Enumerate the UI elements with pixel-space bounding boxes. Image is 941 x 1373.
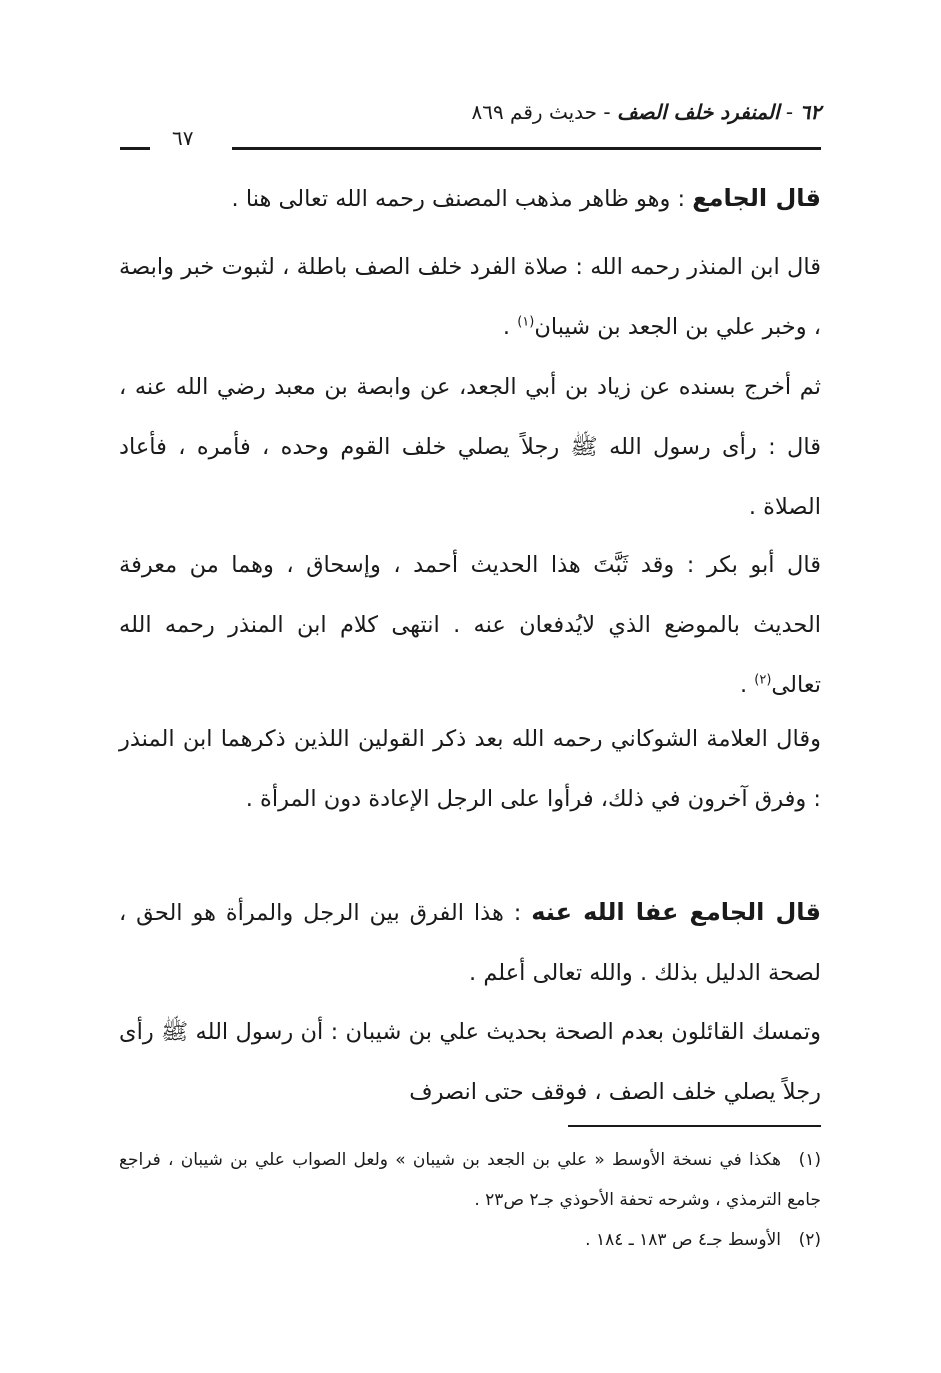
footnote-divider (568, 1125, 821, 1127)
footnote-ref[interactable]: (٢) (754, 672, 772, 688)
paragraph-lead: قال الجامع عفا الله عنه (531, 898, 822, 926)
paragraph-text: : هذا الفرق بين الرجل والمرأة هو الحق ، لصحة الدليل بذلك . والله تعالى أعلم . (119, 900, 821, 986)
paragraph-tail: . (739, 672, 755, 698)
hadith-reference: حديث رقم ٨٦٩ (471, 100, 598, 124)
header-rule (232, 147, 821, 150)
footnote-number: (١) (798, 1150, 821, 1170)
footnote-text: هكذا في نسخة الأوسط « علي بن الجعد بن شيبان » ولعل الصواب علي بن شيبان ، فراجع جامع الترمذي ، وشرحه تحفة الأحوذي جـ٢ ص٢٣ . (119, 1150, 821, 1210)
footnote-ref[interactable]: (١) (517, 314, 535, 330)
paragraph-1 (119, 168, 821, 229)
paragraph-2 (119, 237, 821, 357)
paragraph-3 (119, 357, 821, 537)
paragraph-text: ثم أخرج بسنده عن زياد بن أبي الجعد، عن وابصة بن معبد رضي الله عنه ، قال : رأى رسول الله ﷺ رجلاً يصلي خلف القوم وحده ، فأمره ، فأعاد الصلاة . (119, 374, 821, 520)
footnotes (119, 1140, 821, 1260)
footnote-number: (٢) (798, 1230, 821, 1250)
footnote-item (119, 1140, 821, 1220)
header-rule-short (120, 147, 150, 150)
paragraph-6 (119, 882, 821, 1003)
paragraph-5 (119, 709, 821, 829)
page-number: ٦٧ (172, 126, 194, 150)
paragraph-text: قال أبو بكر : وقد ثَبَّتَ هذا الحديث أحمد ، وإسحاق ، وهما من معرفة الحديث بالموضع الذي لايُدفعان عنه . انتهى كلام ابن المنذر رحمه الله تعالى (119, 552, 821, 698)
paragraph-tail: . (502, 314, 518, 340)
paragraph-4 (119, 535, 821, 715)
paragraph-text: وقال العلامة الشوكاني رحمه الله بعد ذكر القولين اللذين ذكرهما ابن المنذر : وفرق آخرون في ذلك، فرأوا على الرجل الإعادة دون المرأة . (119, 726, 821, 812)
paragraph-text: قال ابن المنذر رحمه الله : صلاة الفرد خلف الصف باطلة ، لثبوت خبر وابصة ، وخبر علي بن الجعد بن شيبان (119, 254, 821, 340)
chapter-number: ٦٢ (799, 100, 821, 124)
header-separator: - (779, 100, 800, 124)
chapter-title: المنفرد خلف الصف (616, 100, 780, 124)
paragraph-text: وتمسك القائلون بعدم الصحة بحديث علي بن شيبان : أن رسول الله ﷺ رأى رجلاً يصلي خلف الصف ، فوقف حتى انصرف (119, 1019, 821, 1105)
paragraph-7 (119, 1002, 821, 1122)
footnote-text: الأوسط جـ٤ ص ١٨٣ ـ ١٨٤ . (585, 1230, 781, 1250)
paragraph-text: : وهو ظاهر مذهب المصنف رحمه الله تعالى هنا . (231, 186, 693, 212)
header-separator: - (597, 100, 617, 124)
paragraph-lead: قال الجامع (692, 184, 821, 212)
footnote-item (119, 1220, 821, 1260)
running-header (471, 100, 821, 124)
